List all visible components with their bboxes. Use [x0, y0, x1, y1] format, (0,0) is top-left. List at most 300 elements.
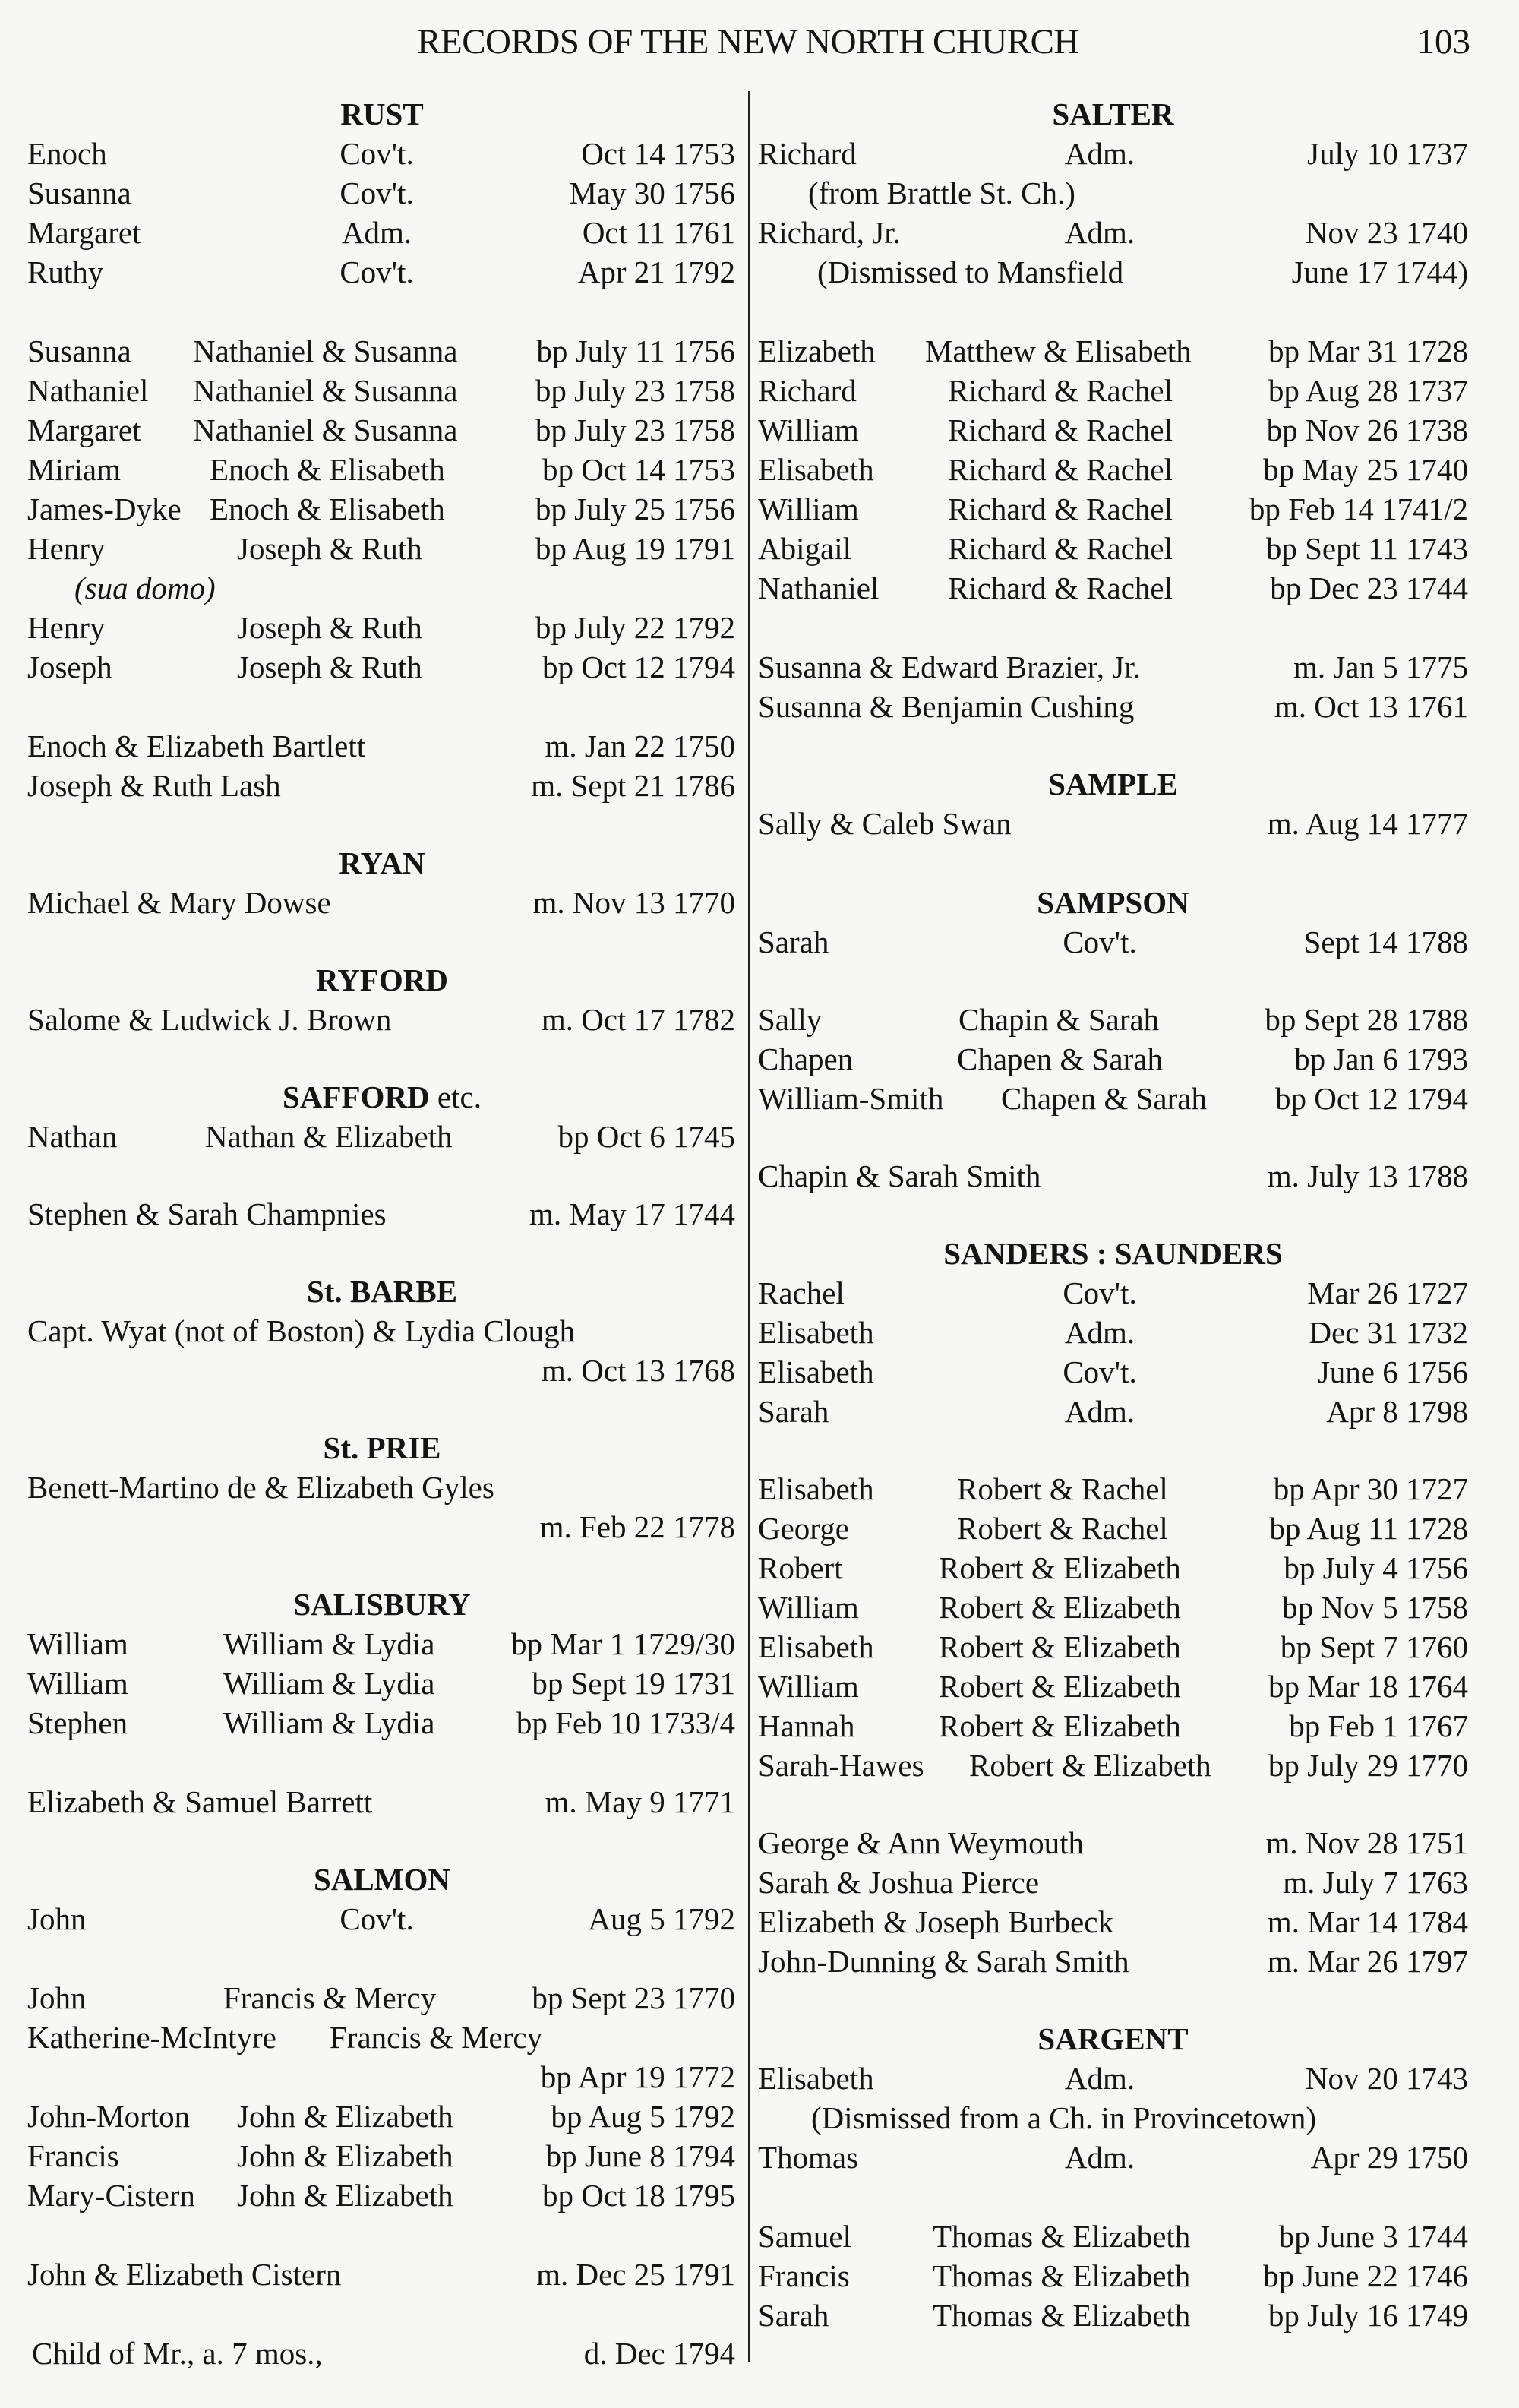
- marriage-names: Susanna & Edward Brazier, Jr.: [758, 649, 1141, 684]
- record-status: Adm.: [1064, 215, 1135, 250]
- record-status: Cov't.: [1063, 924, 1137, 959]
- marriage-names: John & Elizabeth Cistern: [27, 2257, 342, 2292]
- record-parents: Thomas & Elizabeth: [933, 2298, 1191, 2333]
- marriage-row: [27, 883, 737, 922]
- record-name: Ruthy: [27, 254, 104, 289]
- baptism-row: [758, 1509, 1468, 1548]
- record-date: m. July 13 1788: [1267, 1158, 1468, 1193]
- record-parents: Chapin & Sarah: [958, 1002, 1160, 1037]
- baptism-row: [27, 2018, 737, 2057]
- record-date: Apr 29 1750: [1310, 2140, 1468, 2175]
- record-parents: Chapen & Sarah: [1001, 1081, 1207, 1116]
- baptism-row: [758, 410, 1468, 450]
- marriage-row: [27, 1782, 737, 1822]
- marriage-names: Chapin & Sarah Smith: [758, 1158, 1041, 1193]
- surname-text: SANDERS : SAUNDERS: [943, 1236, 1283, 1271]
- record-name: John: [27, 1980, 87, 2015]
- record-status: Cov't.: [1063, 1354, 1137, 1389]
- record-date: bp July 23 1758: [535, 412, 735, 447]
- record-date: June 6 1756: [1317, 1354, 1468, 1389]
- surname-heading: [27, 1428, 737, 1468]
- baptism-row: [758, 1000, 1468, 1039]
- record-date: bp July 22 1792: [535, 610, 735, 645]
- record-parents: Richard & Rachel: [948, 412, 1173, 447]
- record-date: bp Feb 14 1741/2: [1249, 491, 1468, 526]
- record-status: Adm.: [1064, 1315, 1135, 1350]
- note-row: [758, 173, 1468, 213]
- record-name: Abigail: [758, 531, 851, 566]
- surname-heading: [758, 2019, 1468, 2059]
- marriage-row: [27, 1194, 737, 1234]
- marriage-names: George & Ann Weymouth: [758, 1825, 1085, 1860]
- baptism-row: [758, 1706, 1468, 1746]
- marriage-names: Elizabeth & Samuel Barrett: [27, 1784, 373, 1819]
- record-date: bp Aug 19 1791: [535, 531, 735, 566]
- record-date: d. Dec 1794: [583, 2336, 735, 2371]
- record-date: bp Feb 10 1733/4: [516, 1705, 735, 1740]
- record-parents: Robert & Rachel: [957, 1471, 1168, 1506]
- record-name: Nathaniel: [27, 373, 149, 408]
- record-date: Nov 20 1743: [1305, 2061, 1468, 2096]
- record-parents: Robert & Elizabeth: [969, 1748, 1211, 1783]
- record-name: William-Smith: [758, 1081, 944, 1116]
- record-parents: Joseph & Ruth: [237, 531, 422, 566]
- member-row: [758, 2138, 1468, 2177]
- record-date: bp Mar 31 1728: [1268, 333, 1468, 368]
- baptism-row: [27, 489, 737, 529]
- record-date: July 10 1737: [1307, 136, 1468, 171]
- record-date: Dec 31 1732: [1309, 1315, 1468, 1350]
- record-date: bp Oct 18 1795: [542, 2178, 735, 2213]
- record-date: bp June 3 1744: [1278, 2219, 1468, 2254]
- marriage-names: Michael & Mary Dowse: [27, 885, 331, 920]
- record-name: Miriam: [27, 452, 121, 487]
- record-date: m. May 9 1771: [545, 1784, 735, 1819]
- record-date: bp Apr 19 1772: [540, 2059, 735, 2094]
- record-date: bp Oct 6 1745: [557, 1119, 735, 1154]
- record-parents: Nathaniel & Susanna: [193, 333, 458, 368]
- record-name: Susanna: [27, 333, 131, 368]
- baptism-row: [27, 331, 737, 371]
- marriage-row: [758, 804, 1468, 843]
- record-parents: Robert & Elizabeth: [939, 1590, 1181, 1625]
- record-name: Sarah: [758, 924, 829, 959]
- surname-text: SAMPSON: [1037, 885, 1189, 920]
- record-parents: Richard & Rachel: [948, 452, 1173, 487]
- marriage-row: [758, 647, 1468, 687]
- baptism-row: [27, 1978, 737, 2018]
- member-row: [758, 922, 1468, 962]
- record-name: Nathaniel: [758, 570, 880, 605]
- record-note: (Dismissed from a Ch. in Provincetown): [811, 2100, 1317, 2135]
- member-row: [758, 1392, 1468, 1431]
- baptism-row: [27, 1703, 737, 1743]
- baptism-row: [758, 1746, 1468, 1785]
- record-name: William: [27, 1626, 128, 1661]
- record-name: Enoch: [27, 136, 107, 171]
- record-parents: Nathan & Elizabeth: [205, 1119, 453, 1154]
- marriage-row: [27, 1507, 737, 1547]
- record-parents: Richard & Rachel: [948, 570, 1173, 605]
- marriage-names: Benett-Martino de & Elizabeth Gyles: [27, 1470, 494, 1505]
- marriage-row: [27, 1000, 737, 1039]
- record-parents: Robert & Elizabeth: [939, 1669, 1181, 1704]
- marriage-names: Capt. Wyat (not of Boston) & Lydia Clough: [27, 1313, 576, 1348]
- record-date: m. Oct 17 1782: [541, 1002, 735, 1037]
- surname-heading: [27, 960, 737, 1000]
- record-date: m. Sept 21 1786: [531, 768, 735, 803]
- record-name: Rachel: [758, 1275, 845, 1310]
- surname-heading: [758, 764, 1468, 804]
- marriage-names: John-Dunning & Sarah Smith: [758, 1944, 1129, 1979]
- record-name: Henry: [27, 610, 106, 645]
- record-name: Elisabeth: [758, 1354, 874, 1389]
- record-parents: Thomas & Elizabeth: [933, 2258, 1191, 2293]
- marriage-row: [758, 1863, 1468, 1902]
- record-name: Elizabeth: [758, 333, 876, 368]
- record-parents: William & Lydia: [223, 1626, 435, 1661]
- record-date: bp July 25 1756: [535, 491, 735, 526]
- record-name: Richard: [758, 373, 857, 408]
- record-date: Nov 23 1740: [1305, 215, 1468, 250]
- baptism-row: [758, 1079, 1468, 1118]
- baptism-row: [758, 489, 1468, 529]
- record-date: bp Aug 28 1737: [1268, 373, 1468, 408]
- record-note: (Dismissed to Mansfield: [817, 254, 1124, 289]
- surname-heading: [27, 1860, 737, 1899]
- death-names: Child of Mr., a. 7 mos.,: [32, 2336, 323, 2371]
- member-row: [758, 2059, 1468, 2098]
- record-date: m. Nov 28 1751: [1265, 1825, 1468, 1860]
- marriage-row: [27, 766, 737, 805]
- baptism-row: [27, 371, 737, 410]
- surname-heading: [27, 1272, 737, 1311]
- baptism-row: [758, 568, 1468, 608]
- record-name: Susanna: [27, 175, 131, 210]
- record-name: Chapen: [758, 1041, 854, 1076]
- record-note: June 17 1744): [1291, 254, 1468, 289]
- record-date: m. July 7 1763: [1283, 1865, 1468, 1900]
- record-name: John-Morton: [27, 2099, 191, 2134]
- marriage-names: Stephen & Sarah Champnies: [27, 1196, 387, 1231]
- surname-text: St. BARBE: [306, 1274, 458, 1309]
- record-date: m. Feb 22 1778: [539, 1509, 735, 1544]
- record-status: Cov't.: [339, 175, 414, 210]
- baptism-row: [758, 371, 1468, 410]
- member-row: [758, 1273, 1468, 1313]
- marriage-row: [27, 726, 737, 766]
- record-date: bp July 11 1756: [536, 333, 735, 368]
- record-date: bp Mar 1 1729/30: [511, 1626, 735, 1661]
- baptism-row: [758, 2217, 1468, 2256]
- record-status: Cov't.: [1063, 1275, 1137, 1310]
- record-parents: Francis & Mercy: [330, 2020, 543, 2055]
- baptism-row: [27, 529, 737, 568]
- member-row: [27, 252, 737, 292]
- note-row: [27, 568, 737, 608]
- baptism-row: [27, 2097, 737, 2136]
- marriage-row: [758, 687, 1468, 726]
- marriage-row: [27, 1468, 737, 1507]
- record-date: bp Oct 14 1753: [542, 452, 735, 487]
- record-date: bp Sept 7 1760: [1280, 1629, 1468, 1664]
- record-date: m. Mar 14 1784: [1267, 1904, 1468, 1939]
- record-parents: Chapen & Sarah: [957, 1041, 1163, 1076]
- record-name: Mary-Cistern: [27, 2178, 195, 2213]
- record-date: Apr 8 1798: [1326, 1394, 1468, 1429]
- baptism-row: [758, 1627, 1468, 1667]
- record-date: bp Jan 6 1793: [1294, 1041, 1468, 1076]
- record-name: Samuel: [758, 2219, 851, 2254]
- record-name: Margaret: [27, 412, 141, 447]
- record-date: bp Aug 11 1728: [1269, 1511, 1468, 1546]
- marriage-names: Elizabeth & Joseph Burbeck: [758, 1904, 1113, 1939]
- marriage-names: Salome & Ludwick J. Brown: [27, 1002, 392, 1037]
- record-date: bp Sept 11 1743: [1265, 531, 1468, 566]
- baptism-row: [27, 410, 737, 450]
- marriage-names: Joseph & Ruth Lash: [27, 768, 281, 803]
- record-date: m. Dec 25 1791: [536, 2257, 735, 2292]
- baptism-row: [27, 608, 737, 647]
- record-date: bp Sept 19 1731: [532, 1666, 735, 1701]
- record-name: Elisabeth: [758, 2061, 874, 2096]
- record-date: Oct 11 1761: [582, 215, 735, 250]
- member-row: [27, 213, 737, 252]
- record-parents: Richard & Rachel: [948, 531, 1173, 566]
- record-date: bp July 4 1756: [1284, 1550, 1468, 1585]
- surname-text: RYAN: [339, 845, 425, 880]
- record-date: bp Dec 23 1744: [1270, 570, 1468, 605]
- record-parents: Robert & Elizabeth: [939, 1708, 1181, 1743]
- record-date: m. Jan 22 1750: [545, 728, 735, 763]
- record-name: Richard, Jr.: [758, 215, 901, 250]
- record-parents: Robert & Rachel: [957, 1511, 1168, 1546]
- record-parents: Robert & Elizabeth: [939, 1550, 1181, 1585]
- record-parents: Richard & Rachel: [948, 373, 1173, 408]
- marriage-names: Sarah & Joshua Pierce: [758, 1865, 1040, 1900]
- marriage-names: Sally & Caleb Swan: [758, 806, 1012, 841]
- surname-text: RUST: [340, 96, 424, 131]
- record-date: bp Apr 30 1727: [1273, 1471, 1468, 1506]
- record-date: bp July 23 1758: [535, 373, 735, 408]
- baptism-row: [758, 331, 1468, 371]
- record-name: Sarah: [758, 2298, 829, 2333]
- record-date: Mar 26 1727: [1307, 1275, 1468, 1310]
- member-row: [758, 213, 1468, 252]
- record-date: bp Oct 12 1794: [542, 649, 735, 684]
- record-name: Francis: [27, 2138, 119, 2173]
- record-name: Richard: [758, 136, 857, 171]
- record-parents: Joseph & Ruth: [237, 649, 422, 684]
- record-name: James-Dyke: [27, 491, 182, 526]
- marriage-row: [27, 2255, 737, 2294]
- record-name: Margaret: [27, 215, 141, 250]
- record-name: Nathan: [27, 1119, 118, 1154]
- baptism-row: [758, 2256, 1468, 2296]
- record-note: (from Brattle St. Ch.): [808, 175, 1075, 210]
- record-date: m. Aug 14 1777: [1267, 806, 1468, 841]
- record-status: Adm.: [1064, 136, 1135, 171]
- record-parents: Nathaniel & Susanna: [193, 412, 458, 447]
- surname-text: RYFORD: [316, 962, 448, 997]
- record-parents: Joseph & Ruth: [237, 610, 422, 645]
- page-header: [0, 21, 1519, 67]
- record-name: Katherine-McIntyre: [27, 2020, 276, 2055]
- record-date: m. Oct 13 1768: [541, 1353, 735, 1388]
- death-row: [27, 2334, 737, 2373]
- record-date: bp Sept 23 1770: [532, 1980, 735, 2015]
- record-status: Adm.: [1064, 1394, 1135, 1429]
- record-name: Sally: [758, 1002, 823, 1037]
- record-name: Hannah: [758, 1708, 855, 1743]
- record-date: bp June 22 1746: [1263, 2258, 1468, 2293]
- surname-text: SALMON: [314, 1862, 450, 1897]
- record-parents: William & Lydia: [223, 1705, 435, 1740]
- record-parents: John & Elizabeth: [237, 2178, 453, 2213]
- record-date: bp May 25 1740: [1263, 452, 1468, 487]
- record-parents: Richard & Rachel: [948, 491, 1173, 526]
- record-name: Sarah-Hawes: [758, 1748, 924, 1783]
- record-name: John: [27, 1901, 87, 1936]
- record-date: bp Mar 18 1764: [1268, 1669, 1468, 1704]
- record-date: bp Nov 26 1738: [1266, 412, 1468, 447]
- surname-text: SARGENT: [1037, 2021, 1189, 2056]
- member-row: [27, 1899, 737, 1939]
- record-parents: John & Elizabeth: [237, 2099, 453, 2134]
- record-name: William: [27, 1666, 128, 1701]
- baptism-row: [27, 2136, 737, 2176]
- column-divider: [748, 91, 750, 2362]
- baptism-row: [758, 1039, 1468, 1079]
- record-parents: John & Elizabeth: [237, 2138, 453, 2173]
- marriage-names: Susanna & Benjamin Cushing: [758, 689, 1135, 724]
- note-row: [758, 252, 1468, 292]
- record-date: m. May 17 1744: [529, 1196, 735, 1231]
- baptism-row: [27, 450, 737, 489]
- member-row: [27, 173, 737, 213]
- surname-text: SALISBURY: [293, 1587, 471, 1622]
- note-row: [758, 2098, 1468, 2138]
- record-date: m. Mar 26 1797: [1267, 1944, 1468, 1979]
- record-status: Cov't.: [339, 1901, 414, 1936]
- member-row: [758, 1352, 1468, 1392]
- record-name: Henry: [27, 531, 106, 566]
- record-name: William: [758, 491, 859, 526]
- record-parents: Matthew & Elisabeth: [925, 333, 1192, 368]
- record-name: Elisabeth: [758, 1315, 874, 1350]
- record-date: bp July 16 1749: [1268, 2298, 1468, 2333]
- record-date: Aug 5 1792: [588, 1901, 735, 1936]
- record-parents: Thomas & Elizabeth: [933, 2219, 1191, 2254]
- baptism-row: [27, 2176, 737, 2215]
- baptism-row: [27, 2057, 737, 2097]
- baptism-row: [27, 1624, 737, 1664]
- surname-heading: [758, 1234, 1468, 1273]
- marriage-row: [27, 1351, 737, 1390]
- record-name: Elisabeth: [758, 452, 874, 487]
- record-name: Elisabeth: [758, 1471, 874, 1506]
- record-name: Francis: [758, 2258, 850, 2293]
- record-date: May 30 1756: [569, 175, 735, 210]
- baptism-row: [758, 2296, 1468, 2335]
- record-name: William: [758, 412, 859, 447]
- baptism-row: [758, 1667, 1468, 1706]
- surname-heading: [758, 883, 1468, 922]
- page-number: 103: [1416, 22, 1470, 62]
- baptism-row: [27, 1117, 737, 1156]
- record-parents: Francis & Mercy: [223, 1980, 437, 2015]
- record-date: m. Nov 13 1770: [532, 885, 735, 920]
- record-date: bp Oct 12 1794: [1275, 1081, 1468, 1116]
- record-status: Adm.: [1064, 2061, 1135, 2096]
- member-row: [758, 134, 1468, 173]
- baptism-row: [27, 647, 737, 687]
- record-date: Oct 14 1753: [581, 136, 735, 171]
- member-row: [27, 134, 737, 173]
- record-status: Adm.: [341, 215, 412, 250]
- baptism-row: [758, 1469, 1468, 1509]
- record-name: Thomas: [758, 2140, 859, 2175]
- surname-text: SAMPLE: [1048, 766, 1178, 801]
- record-date: bp June 8 1794: [545, 2138, 735, 2173]
- surname-text: SALTER: [1052, 96, 1174, 131]
- surname-text: St. PRIE: [323, 1430, 441, 1465]
- record-name: Joseph: [27, 649, 112, 684]
- baptism-row: [758, 1588, 1468, 1627]
- record-date: bp Feb 1 1767: [1289, 1708, 1468, 1743]
- record-date: m. Jan 5 1775: [1293, 649, 1468, 684]
- surname-heading: [27, 843, 737, 883]
- record-parents: Enoch & Elisabeth: [210, 452, 445, 487]
- record-date: bp Aug 5 1792: [551, 2099, 735, 2134]
- record-name: George: [758, 1511, 849, 1546]
- baptism-row: [27, 1664, 737, 1703]
- record-parents: William & Lydia: [223, 1666, 435, 1701]
- record-note: (sua domo): [74, 570, 216, 605]
- baptism-row: [758, 1548, 1468, 1588]
- marriage-row: [758, 1823, 1468, 1863]
- marriage-row: [758, 1902, 1468, 1942]
- record-name: Elisabeth: [758, 1629, 874, 1664]
- marriage-names: Enoch & Elizabeth Bartlett: [27, 728, 366, 763]
- baptism-row: [758, 450, 1468, 489]
- surname-heading: [27, 1585, 737, 1624]
- record-date: Apr 21 1792: [577, 254, 735, 289]
- record-parents: Nathaniel & Susanna: [193, 373, 458, 408]
- record-name: Robert: [758, 1550, 843, 1585]
- record-date: bp Sept 28 1788: [1265, 1002, 1468, 1037]
- record-status: Adm.: [1064, 2140, 1135, 2175]
- record-date: m. Oct 13 1761: [1274, 689, 1468, 724]
- record-parents: Enoch & Elisabeth: [210, 491, 445, 526]
- record-date: bp July 29 1770: [1268, 1748, 1468, 1783]
- record-date: Sept 14 1788: [1303, 924, 1468, 959]
- running-title: RECORDS OF THE NEW NORTH CHURCH: [417, 22, 1079, 62]
- surname-heading: [27, 94, 737, 134]
- record-status: Cov't.: [339, 254, 414, 289]
- marriage-row: [758, 1942, 1468, 1981]
- marriage-row: [27, 1311, 737, 1351]
- record-status: Cov't.: [339, 136, 414, 171]
- record-parents: Robert & Elizabeth: [939, 1629, 1181, 1664]
- record-name: William: [758, 1590, 859, 1625]
- surname-heading: [27, 1077, 737, 1117]
- member-row: [758, 1313, 1468, 1352]
- marriage-row: [758, 1156, 1468, 1196]
- surname-text: SAFFORD: [283, 1079, 430, 1114]
- baptism-row: [758, 529, 1468, 568]
- record-date: bp Nov 5 1758: [1282, 1590, 1468, 1625]
